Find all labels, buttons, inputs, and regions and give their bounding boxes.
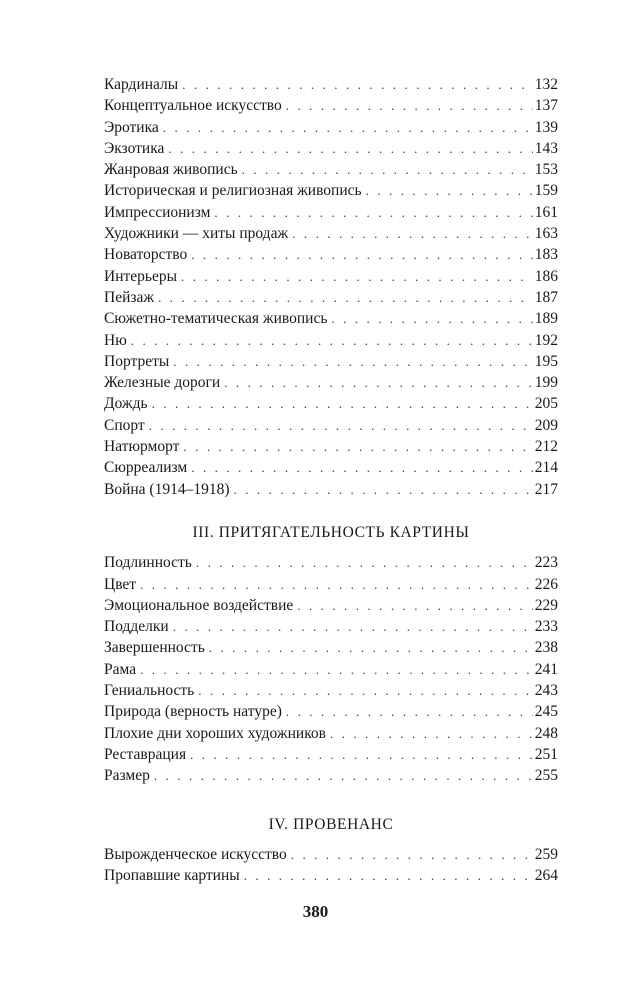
toc-section-4-list <box>104 844 558 887</box>
toc-entry[interactable] <box>104 552 558 573</box>
toc-entry-page: 245 <box>534 703 558 721</box>
toc-entry-title: Плохие дни хороших художников <box>104 724 327 742</box>
toc-entry[interactable] <box>104 223 558 244</box>
toc-entry[interactable] <box>104 287 558 308</box>
toc-section-3-list <box>104 552 558 786</box>
toc-entry[interactable] <box>104 138 558 159</box>
toc-entry-title: Спорт <box>104 416 145 434</box>
toc-entry-title: Пропавшие картины <box>104 867 240 885</box>
toc-entry-page: 189 <box>534 310 558 328</box>
toc-entry[interactable] <box>104 659 558 680</box>
toc-entry-title: Ню <box>104 331 127 349</box>
toc-dot-leader <box>149 415 533 436</box>
toc-dot-leader <box>158 287 533 308</box>
toc-entry-title: Подделки <box>104 618 169 636</box>
toc-dot-leader <box>154 765 533 786</box>
toc-entry[interactable] <box>104 574 558 595</box>
toc-entry-title: Концептуальное искусство <box>104 97 282 115</box>
toc-entry-page: 187 <box>534 288 558 306</box>
toc-dot-leader <box>152 393 533 414</box>
toc-entry-page: 217 <box>534 480 558 498</box>
toc-entry[interactable] <box>104 637 558 658</box>
toc-entry-page: 132 <box>534 76 558 93</box>
toc-entry[interactable] <box>104 244 558 265</box>
toc-dot-leader <box>366 180 533 201</box>
toc-entry-title: Эротика <box>104 118 159 136</box>
section-heading-3: III. ПРИТЯГАТЕЛЬНОСТЬ КАРТИНЫ <box>192 523 470 541</box>
toc-entry[interactable] <box>104 765 558 786</box>
toc-entry[interactable] <box>104 95 558 116</box>
toc-entry[interactable] <box>104 393 558 414</box>
toc-dot-leader <box>173 351 532 372</box>
toc-dot-leader <box>224 372 533 393</box>
toc-entry-title: Натюрморт <box>104 438 180 456</box>
toc-entry-page: 251 <box>534 745 558 763</box>
toc-entry-page: 229 <box>534 596 558 614</box>
toc-entry-title: Кардиналы <box>104 76 179 93</box>
toc-entry-title: Новаторство <box>104 246 188 264</box>
toc-entry-title: Импрессионизм <box>104 203 211 221</box>
toc-dot-leader <box>191 244 533 265</box>
toc-entry[interactable] <box>104 202 558 223</box>
toc-dot-leader <box>331 308 532 329</box>
toc-entry-title: Дождь <box>104 395 148 413</box>
toc-entry-title: Сюрреализм <box>104 459 188 477</box>
toc-entry-title: Цвет <box>104 575 137 593</box>
toc-entry-title: Портреты <box>104 352 170 370</box>
toc-entry[interactable] <box>104 595 558 616</box>
toc-entry-page: 255 <box>534 767 558 785</box>
toc-entry[interactable] <box>104 74 558 95</box>
toc-entry-page: 264 <box>534 867 558 885</box>
section-heading-4: IV. ПРОВЕНАНС <box>268 815 394 833</box>
toc-entry-page: 137 <box>534 97 558 115</box>
toc-section-2-list <box>104 74 558 500</box>
toc-dot-leader <box>286 95 533 116</box>
toc-entry-page: 226 <box>534 575 558 593</box>
toc-dot-leader <box>242 159 533 180</box>
toc-entry[interactable] <box>104 351 558 372</box>
toc-entry[interactable] <box>104 616 558 637</box>
toc-dot-leader <box>163 117 533 138</box>
table-of-contents <box>104 74 558 886</box>
toc-entry[interactable] <box>104 865 558 886</box>
toc-dot-leader <box>292 223 533 244</box>
toc-entry-title: Жанровая живопись <box>104 161 238 179</box>
toc-entry-title: Интерьеры <box>104 267 178 285</box>
toc-entry[interactable] <box>104 701 558 722</box>
toc-dot-leader <box>214 202 532 223</box>
toc-entry-title: Подлинность <box>104 554 192 572</box>
toc-entry-page: 243 <box>534 682 558 700</box>
toc-entry[interactable] <box>104 266 558 287</box>
toc-entry-title: Художники — хиты продаж <box>104 225 289 243</box>
toc-entry[interactable] <box>104 457 558 478</box>
toc-entry-page: 241 <box>534 660 558 678</box>
toc-entry[interactable] <box>104 744 558 765</box>
toc-entry-title: Историческая и религиозная живопись <box>104 182 362 200</box>
toc-entry-page: 233 <box>534 618 558 636</box>
toc-entry-title: Природа (верность натуре) <box>104 703 282 721</box>
toc-dot-leader <box>297 595 533 616</box>
toc-entry-title: Размер <box>104 767 150 785</box>
toc-dot-leader <box>286 701 533 722</box>
toc-dot-leader <box>173 616 533 637</box>
toc-entry[interactable] <box>104 436 558 457</box>
toc-entry-title: Экзотика <box>104 139 165 157</box>
toc-dot-leader <box>140 574 533 595</box>
toc-entry-page: 192 <box>534 331 558 349</box>
toc-entry[interactable] <box>104 479 558 500</box>
toc-entry[interactable] <box>104 159 558 180</box>
toc-dot-leader <box>131 330 533 351</box>
toc-entry-page: 209 <box>534 416 558 434</box>
toc-entry[interactable] <box>104 180 558 201</box>
toc-entry-page: 163 <box>534 225 558 243</box>
toc-entry-page: 238 <box>534 639 558 657</box>
toc-entry-page: 248 <box>534 724 558 742</box>
toc-entry[interactable] <box>104 680 558 701</box>
toc-dot-leader <box>140 659 533 680</box>
toc-entry-title: Гениальность <box>104 682 195 700</box>
toc-dot-leader <box>182 74 533 95</box>
toc-dot-leader <box>234 479 533 500</box>
toc-entry-page: 161 <box>534 203 558 221</box>
toc-entry-page: 223 <box>534 554 558 572</box>
toc-dot-leader <box>196 552 533 573</box>
toc-entry-page: 153 <box>534 161 558 179</box>
toc-entry-title: Эмоциональное воздействие <box>104 596 294 614</box>
toc-entry-page: 159 <box>534 182 558 200</box>
toc-entry[interactable] <box>104 415 558 436</box>
toc-entry-title: Железные дороги <box>104 374 221 392</box>
toc-dot-leader <box>198 680 533 701</box>
toc-entry-page: 205 <box>534 395 558 413</box>
toc-entry-page: 143 <box>534 139 558 157</box>
toc-entry[interactable] <box>104 117 558 138</box>
toc-dot-leader <box>209 637 533 658</box>
toc-entry[interactable] <box>104 330 558 351</box>
toc-entry-page: 195 <box>534 352 558 370</box>
toc-dot-leader <box>190 744 533 765</box>
toc-entry-page: 212 <box>534 438 558 456</box>
toc-dot-leader <box>291 844 533 865</box>
toc-dot-leader <box>181 266 533 287</box>
toc-entry-title: Вырожденческое искусство <box>104 845 287 863</box>
toc-dot-leader <box>244 865 533 886</box>
toc-entry-title: Завершенность <box>104 639 205 657</box>
toc-entry-title: Реставрация <box>104 745 187 763</box>
toc-dot-leader <box>330 723 533 744</box>
toc-entry-page: 139 <box>534 118 558 136</box>
toc-entry-title: Пейзаж <box>104 288 155 306</box>
toc-entry-title: Война (1914–1918) <box>104 480 230 498</box>
toc-entry-title: Рама <box>104 660 137 678</box>
toc-entry-page: 183 <box>534 246 558 264</box>
toc-dot-leader <box>183 436 532 457</box>
toc-entry[interactable] <box>104 372 558 393</box>
toc-entry[interactable] <box>104 723 558 744</box>
toc-dot-leader <box>191 457 533 478</box>
page-number: 380 <box>302 902 329 921</box>
toc-entry-page: 199 <box>534 374 558 392</box>
toc-dot-leader <box>168 138 532 159</box>
toc-entry-page: 259 <box>534 845 558 863</box>
toc-entry-page: 214 <box>534 459 558 477</box>
toc-entry[interactable] <box>104 844 558 865</box>
toc-entry[interactable] <box>104 308 558 329</box>
toc-entry-title: Сюжетно-тематическая живопись <box>104 310 328 328</box>
toc-entry-page: 186 <box>534 267 558 285</box>
